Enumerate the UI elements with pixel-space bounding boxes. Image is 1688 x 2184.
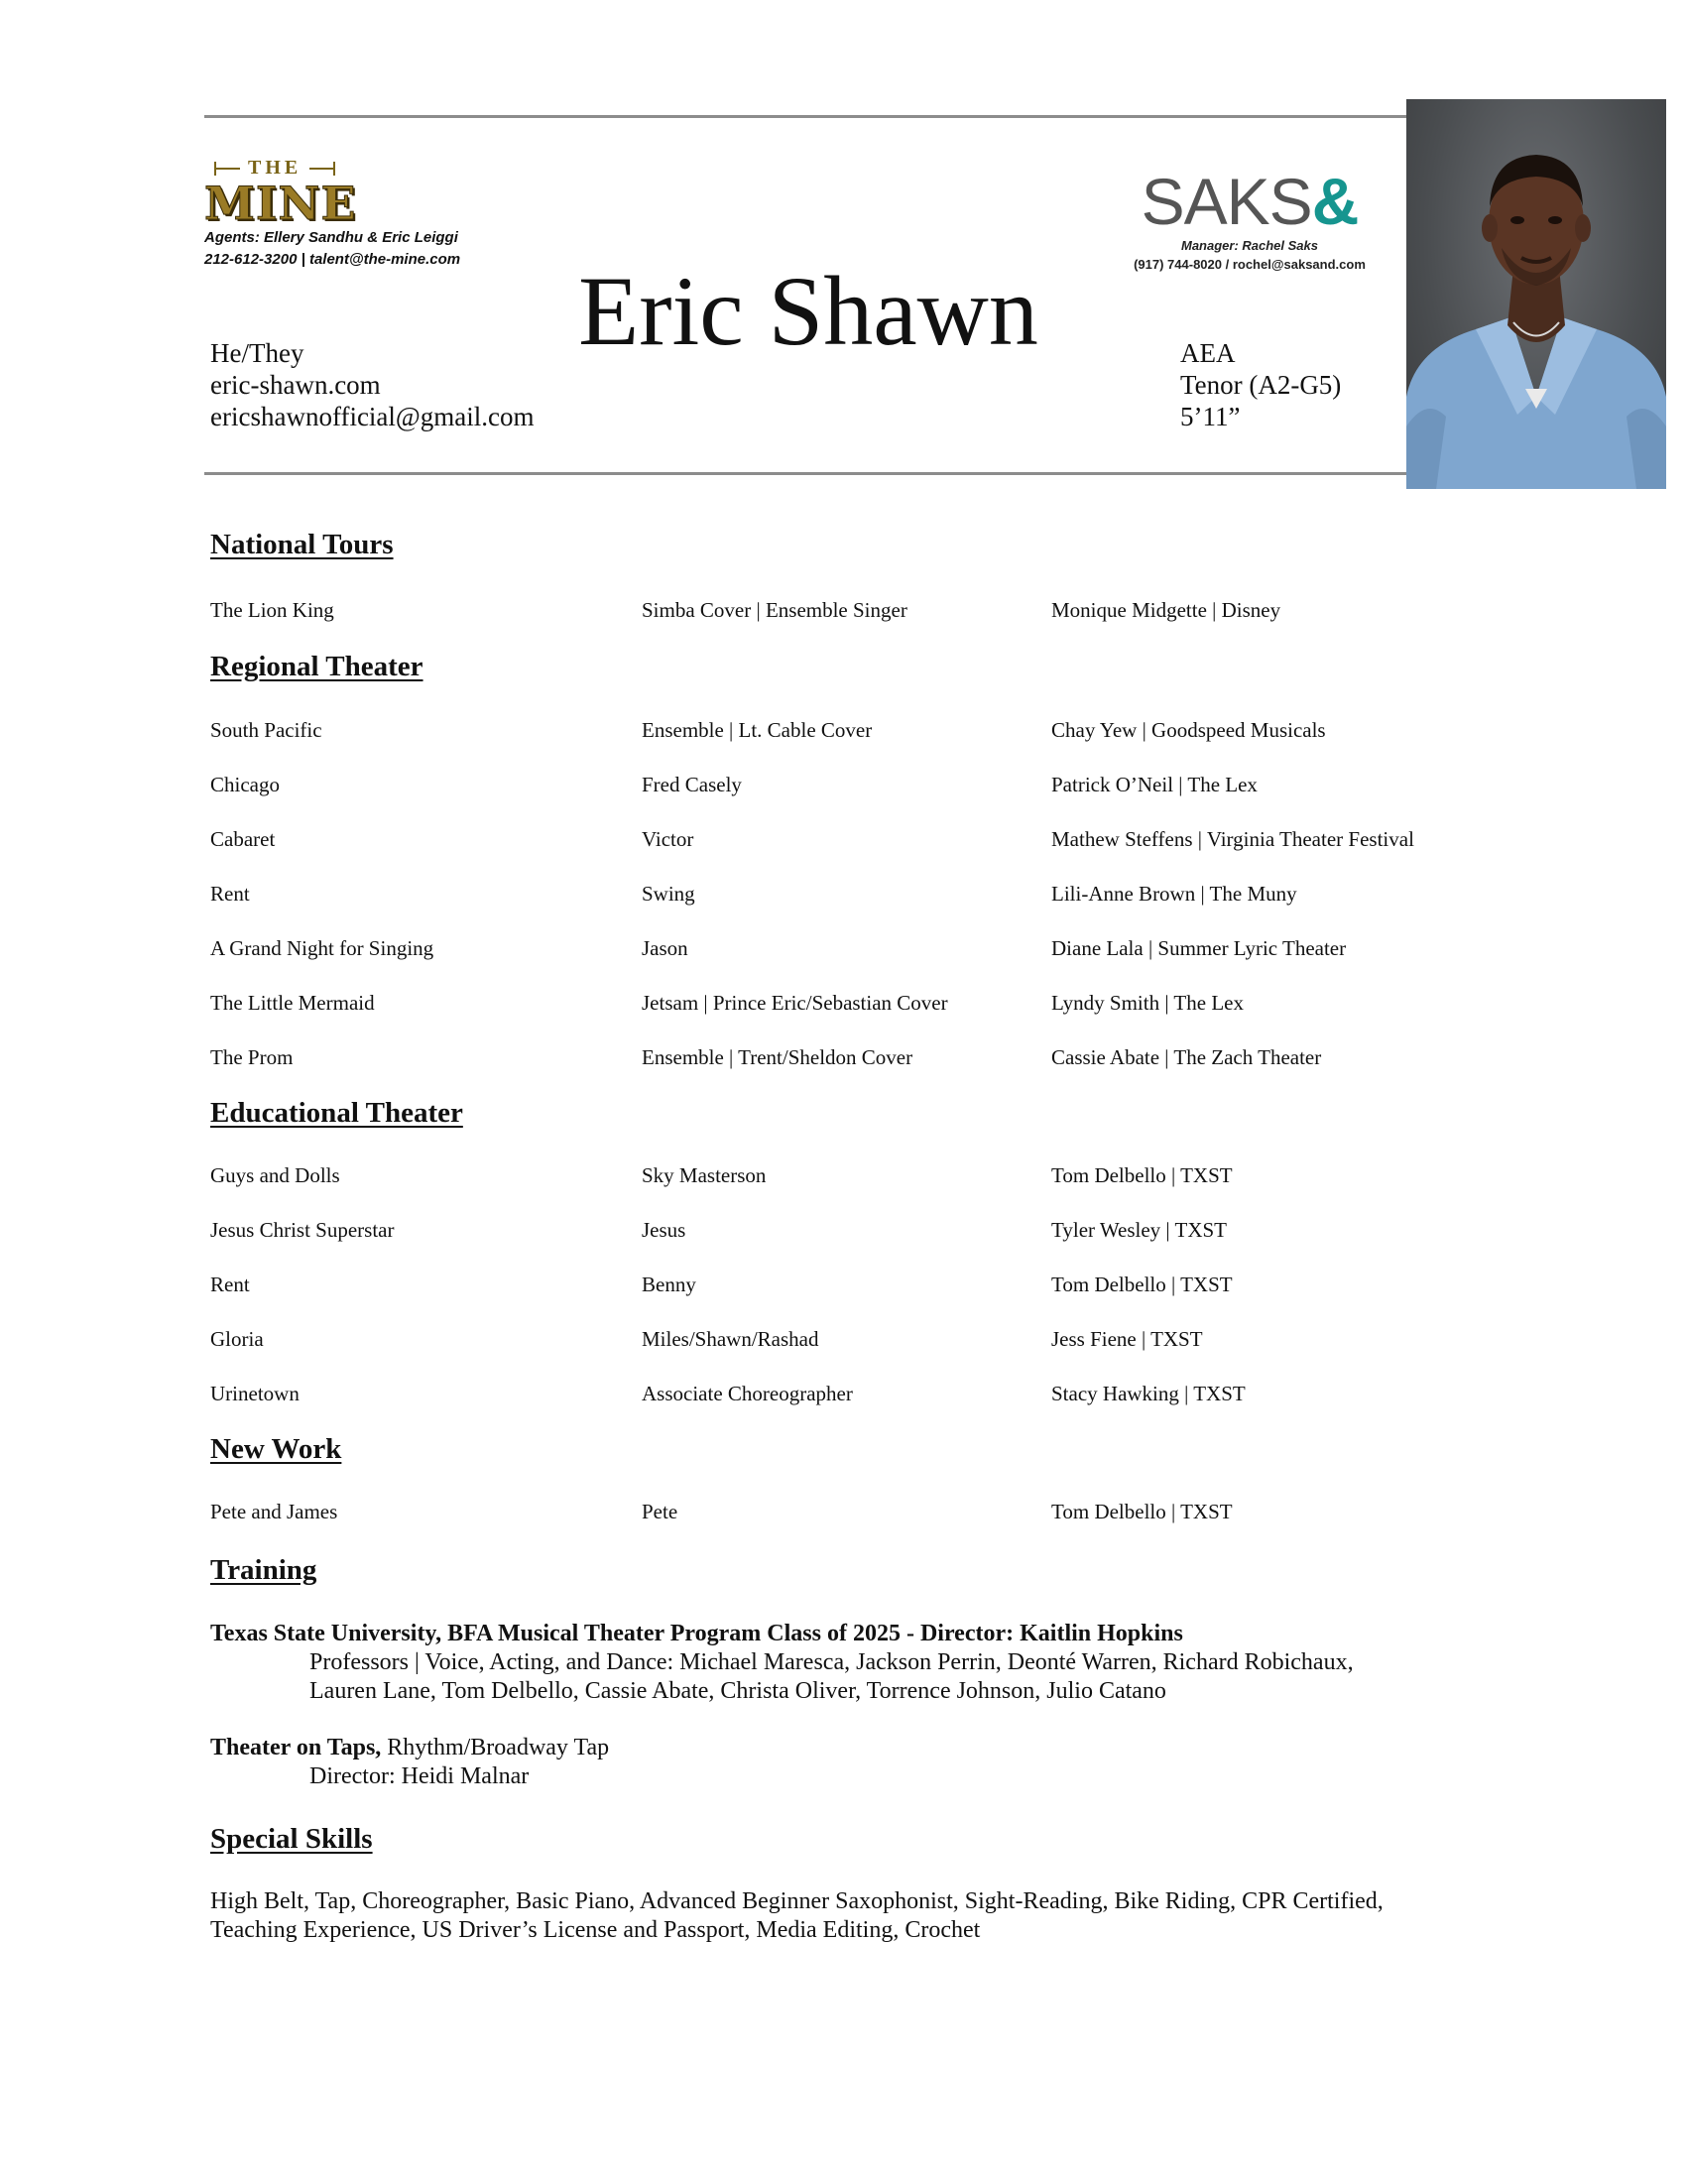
credit-row — [210, 1273, 1500, 1302]
agency-logo-name: MINE — [204, 177, 357, 230]
credit-row — [210, 1218, 1500, 1248]
training-studio-director: Director: Heidi Malnar — [309, 1763, 530, 1789]
section-title-training: Training — [210, 1554, 317, 1586]
header-bottom-rule — [204, 472, 1406, 475]
management-logo — [1121, 165, 1379, 274]
credit-row — [210, 991, 1500, 1021]
credit-role: Associate Choreographer — [642, 1382, 853, 1405]
actor-name: Eric Shawn — [578, 256, 1038, 366]
credit-show: Rent — [210, 1273, 250, 1296]
credit-role: Benny — [642, 1273, 696, 1296]
training-studio-name: Theater on Taps, — [210, 1735, 382, 1760]
credit-director: Cassie Abate | The Zach Theater — [1051, 1045, 1322, 1069]
email: ericshawnofficial@gmail.com — [210, 402, 535, 431]
headshot-photo — [1406, 99, 1666, 489]
actor-stats — [1180, 337, 1341, 432]
height: 5’11” — [1180, 402, 1241, 431]
voice-type: Tenor (A2-G5) — [1180, 370, 1342, 400]
manager-name: Manager: Rachel Saks — [1180, 238, 1318, 253]
credit-role: Jason — [642, 936, 688, 960]
credit-role: Sky Masterson — [642, 1163, 767, 1187]
contact-info — [210, 337, 535, 432]
credit-role: Miles/Shawn/Rashad — [642, 1327, 819, 1351]
credit-row — [210, 598, 1500, 628]
union: AEA — [1180, 338, 1236, 368]
section-title-new-work: New Work — [210, 1433, 342, 1465]
agency-agents: Agents: Ellery Sandhu & Eric Leiggi — [204, 229, 458, 246]
credit-row — [210, 1500, 1500, 1529]
header-top-rule — [204, 115, 1406, 118]
training-professors-line-2: Lauren Lane, Tom Delbello, Cassie Abate, Christa Oliver, Torrence Johnson, Julio Catano — [309, 1678, 1166, 1704]
credit-director: Tom Delbello | TXST — [1051, 1273, 1233, 1296]
special-skills-text — [210, 1887, 1384, 1945]
management-logo-text: SAKS& — [1141, 165, 1359, 238]
credit-role: Ensemble | Lt. Cable Cover — [642, 718, 873, 742]
pronouns: He/They — [210, 338, 304, 368]
credit-director: Stacy Hawking | TXST — [1051, 1382, 1246, 1405]
credit-role: Fred Casely — [642, 773, 742, 796]
training-school: Texas State University, BFA Musical Theater Program Class of 2025 - Director: Kaitlin Hopkins — [210, 1621, 1183, 1646]
credit-row — [210, 936, 1500, 966]
agency-logo-top: THE — [214, 157, 502, 180]
skills-line-2: Teaching Experience, US Driver’s License and Passport, Media Editing, Crochet — [210, 1917, 981, 1943]
credit-role: Ensemble | Trent/Sheldon Cover — [642, 1045, 913, 1069]
credit-role: Jesus — [642, 1218, 686, 1242]
credit-director: Patrick O’Neil | The Lex — [1051, 773, 1258, 796]
credit-show: Cabaret — [210, 827, 276, 851]
credit-row — [210, 1045, 1500, 1075]
training-studio — [210, 1734, 609, 1791]
training-studio-line — [210, 1734, 609, 1762]
credit-role: Jetsam | Prince Eric/Sebastian Cover — [642, 991, 948, 1015]
section-title-regional-theater: Regional Theater — [210, 651, 423, 682]
credit-show: The Prom — [210, 1045, 294, 1069]
credit-row — [210, 882, 1500, 911]
credit-row — [210, 773, 1500, 802]
credit-show: Rent — [210, 882, 250, 906]
credit-row — [210, 718, 1500, 748]
training-university — [210, 1620, 1354, 1706]
skills-line-1: High Belt, Tap, Choreographer, Basic Piano, Advanced Beginner Saxophonist, Sight-Reading, Bike Riding, CPR Certified, — [210, 1888, 1384, 1914]
agency-logo — [204, 157, 502, 271]
credit-director: Tom Delbello | TXST — [1051, 1163, 1233, 1187]
credit-role: Victor — [642, 827, 694, 851]
credit-show: Chicago — [210, 773, 280, 796]
credit-row — [210, 1163, 1500, 1193]
section-title-national-tours: National Tours — [210, 529, 394, 560]
credit-row — [210, 1382, 1500, 1411]
manager-contact: (917) 744-8020 / rochel@saksand.com — [1134, 257, 1366, 272]
credit-director: Tyler Wesley | TXST — [1051, 1218, 1227, 1242]
training-studio-style: Rhythm/Broadway Tap — [381, 1735, 610, 1760]
credit-director: Lyndy Smith | The Lex — [1051, 991, 1244, 1015]
credit-show: The Lion King — [210, 598, 334, 622]
credit-director: Lili-Anne Brown | The Muny — [1051, 882, 1297, 906]
credit-show: The Little Mermaid — [210, 991, 375, 1015]
credit-show: Guys and Dolls — [210, 1163, 340, 1187]
credit-show: Jesus Christ Superstar — [210, 1218, 395, 1242]
credit-role: Simba Cover | Ensemble Singer — [642, 598, 907, 622]
credit-show: Urinetown — [210, 1382, 300, 1405]
section-title-educational-theater: Educational Theater — [210, 1097, 463, 1129]
training-professors-line-1: Professors | Voice, Acting, and Dance: Michael Maresca, Jackson Perrin, Deonté Warren, Richard Robichaux, — [309, 1649, 1354, 1675]
agency-contact: 212-612-3200 | talent@the-mine.com — [204, 251, 461, 268]
credit-director: Chay Yew | Goodspeed Musicals — [1051, 718, 1326, 742]
credit-show: Pete and James — [210, 1500, 338, 1523]
section-title-special-skills: Special Skills — [210, 1823, 373, 1855]
credit-role: Pete — [642, 1500, 678, 1523]
credit-director: Mathew Steffens | Virginia Theater Festival — [1051, 827, 1414, 851]
credit-show: South Pacific — [210, 718, 322, 742]
credit-director: Jess Fiene | TXST — [1051, 1327, 1203, 1351]
website: eric-shawn.com — [210, 370, 381, 400]
credit-row — [210, 827, 1500, 857]
credit-role: Swing — [642, 882, 695, 906]
credit-director: Diane Lala | Summer Lyric Theater — [1051, 936, 1347, 960]
credit-show: A Grand Night for Singing — [210, 936, 434, 960]
credit-director: Tom Delbello | TXST — [1051, 1500, 1233, 1523]
credit-row — [210, 1327, 1500, 1357]
credit-show: Gloria — [210, 1327, 264, 1351]
credit-director: Monique Midgette | Disney — [1051, 598, 1281, 622]
